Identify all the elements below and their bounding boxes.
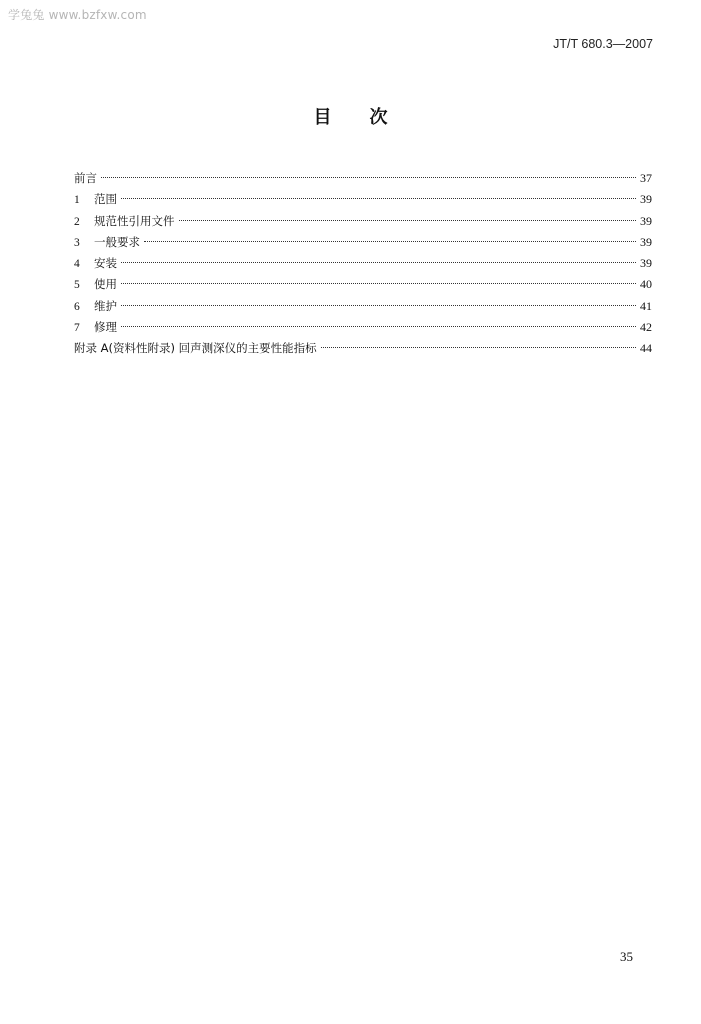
toc-entry-label: 一般要求 [94, 234, 140, 249]
toc-entry-normative-references[interactable] [74, 211, 652, 232]
toc-entry-number: 3 [74, 236, 80, 249]
toc-entry-label: 使用 [94, 277, 117, 292]
toc-entry-scope[interactable] [74, 189, 652, 210]
toc-entry-foreword[interactable] [74, 168, 652, 189]
toc-entry-page: 37 [640, 171, 652, 185]
toc-leader-dots [321, 347, 636, 348]
toc-entry-page: 41 [640, 298, 652, 313]
toc-entry-label: 维护 [94, 298, 117, 313]
toc-entry-number: 1 [74, 194, 80, 207]
toc-entry-label: 范围 [94, 192, 117, 207]
toc-leader-dots [121, 283, 636, 284]
toc-entry-number: 5 [74, 279, 80, 292]
toc-entry-label: 规范性引用文件 [94, 213, 175, 228]
toc-entry-number: 6 [74, 300, 80, 313]
toc-entry-general-requirements[interactable] [74, 232, 652, 253]
page-title: 目次 [313, 107, 426, 128]
toc-leader-dots [121, 262, 636, 263]
toc-entry-use[interactable] [74, 274, 652, 295]
toc-leader-dots [121, 305, 636, 306]
toc-entry-number: 7 [74, 322, 80, 335]
page-number: 35 [620, 949, 633, 964]
toc-leader-dots [121, 326, 636, 327]
toc-entry-page: 39 [640, 234, 652, 249]
toc-entry-installation[interactable] [74, 253, 652, 274]
standard-code: JT/T 680.3—2007 [553, 37, 653, 51]
toc-entry-page: 39 [640, 192, 652, 207]
toc-entry-page: 42 [640, 320, 652, 335]
toc-entry-number: 4 [74, 258, 80, 271]
toc-leader-dots [121, 198, 636, 199]
toc-entry-annex-a[interactable] [74, 338, 652, 359]
toc-entry-label: 安装 [94, 256, 117, 271]
toc-entry-repair[interactable] [74, 317, 652, 338]
toc-entry-label: 修理 [94, 320, 117, 335]
table-of-contents [74, 168, 652, 360]
toc-entry-label: 前言 [74, 171, 97, 185]
toc-entry-page: 40 [640, 277, 652, 292]
toc-entry-page: 39 [640, 213, 652, 228]
toc-entry-maintenance[interactable] [74, 296, 652, 317]
toc-entry-page: 44 [640, 341, 652, 356]
toc-leader-dots [101, 177, 636, 178]
toc-leader-dots [179, 220, 637, 221]
watermark: 学兔兔 www.bzfxw.com [8, 8, 147, 22]
toc-entry-number: 2 [74, 215, 80, 228]
toc-entry-label: 附录 A(资料性附录) 回声测深仪的主要性能指标 [74, 341, 317, 356]
toc-leader-dots [144, 241, 636, 242]
toc-entry-page: 39 [640, 256, 652, 271]
